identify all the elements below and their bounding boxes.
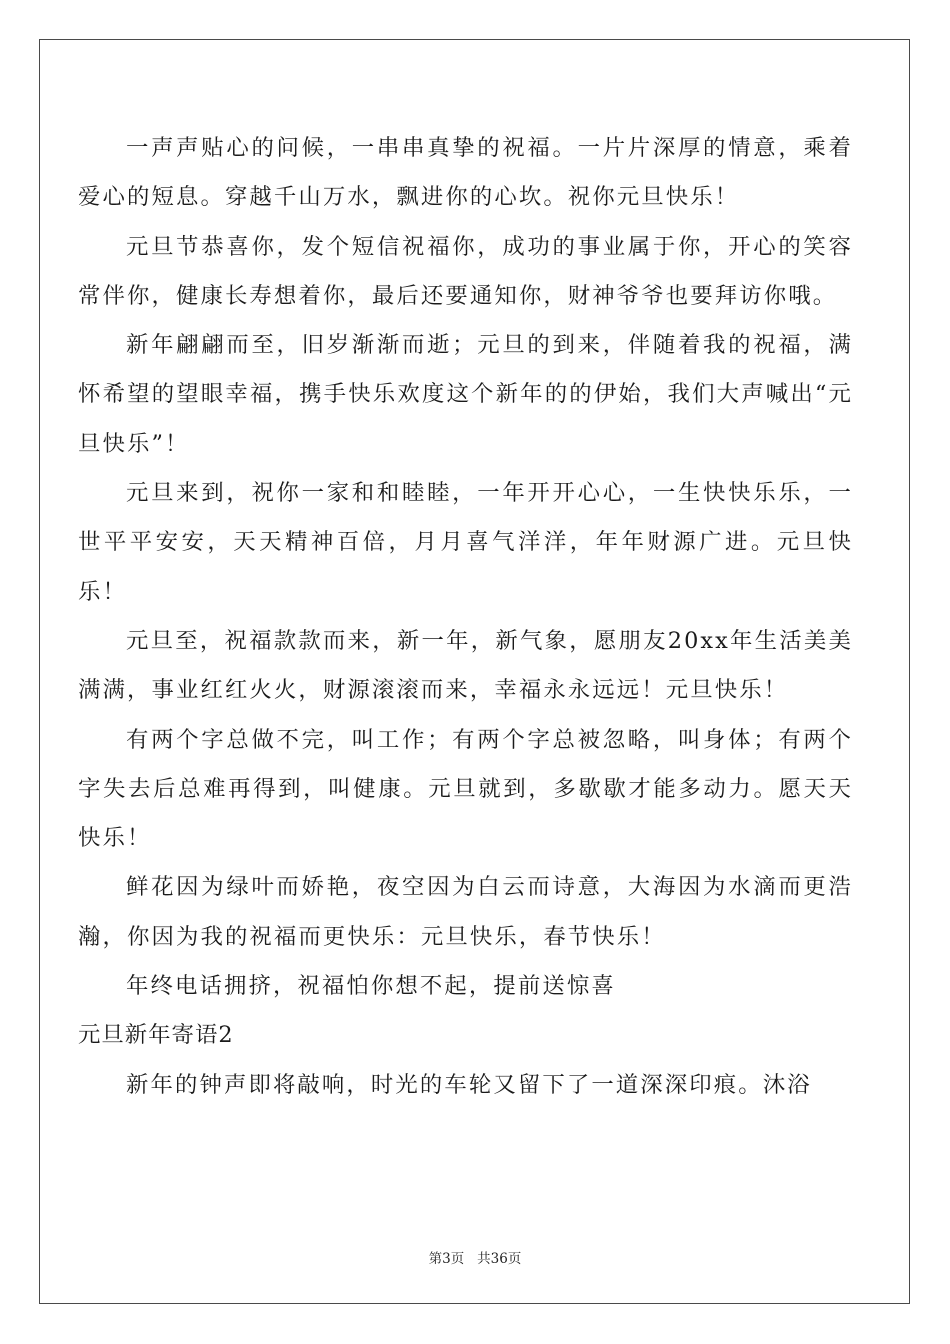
page-number: 第3页 <box>428 1251 465 1267</box>
paragraph-8: 年终电话拥挤，祝福怕你想不起，提前送惊喜 <box>126 973 616 1000</box>
paragraph-5: 元旦至，祝福款款而来，新一年，新气象，愿朋友20xx年生活美美满满，事业红红火火，财源滚滚而来，幸福永永远远！元旦快乐！ <box>78 627 853 704</box>
paragraph-3: 新年翩翩而至，旧岁渐渐而逝；元旦的到来，伴随着我的祝福，满怀希望的望眼幸福，携手快乐欢度这个新年的的伊始，我们大声喊出“元旦快乐”！ <box>78 332 853 457</box>
page-footer <box>0 1247 950 1267</box>
paragraph-6: 有两个字总做不完，叫工作；有两个字总被忽略，叫身体；有两个字失去后总难再得到，叫健康。元旦就到，多歇歇才能多动力。愿天天快乐！ <box>78 726 853 852</box>
paragraph-1: 一声声贴心的问候，一串串真挚的祝福。一片片深厚的情意，乘着爱心的短息。穿越千山万水，飘进你的心坎。祝你元旦快乐！ <box>78 135 853 211</box>
page-total: 共36页 <box>477 1251 522 1267</box>
paragraph-2: 元旦节恭喜你，发个短信祝福你，成功的事业属于你，开心的笑容常伴你，健康长寿想着你，最后还要通知你，财神爷爷也要拜访你哦。 <box>78 233 853 309</box>
section-heading: 元旦新年寄语2 <box>78 1022 234 1049</box>
paragraph-4: 元旦来到，祝你一家和和睦睦，一年开开心心，一生快快乐乐，一世平平安安，天天精神百倍，月月喜气洋洋，年年财源广进。元旦快乐！ <box>78 480 853 605</box>
paragraph-7: 鲜花因为绿叶而娇艳，夜空因为白云而诗意，大海因为水滴而更浩瀚，你因为我的祝福而更快乐：元旦快乐，春节快乐！ <box>78 874 853 950</box>
document-body <box>78 124 853 1110</box>
paragraph-9: 新年的钟声即将敲响，时光的车轮又留下了一道深深印痕。沐浴 <box>126 1071 812 1098</box>
